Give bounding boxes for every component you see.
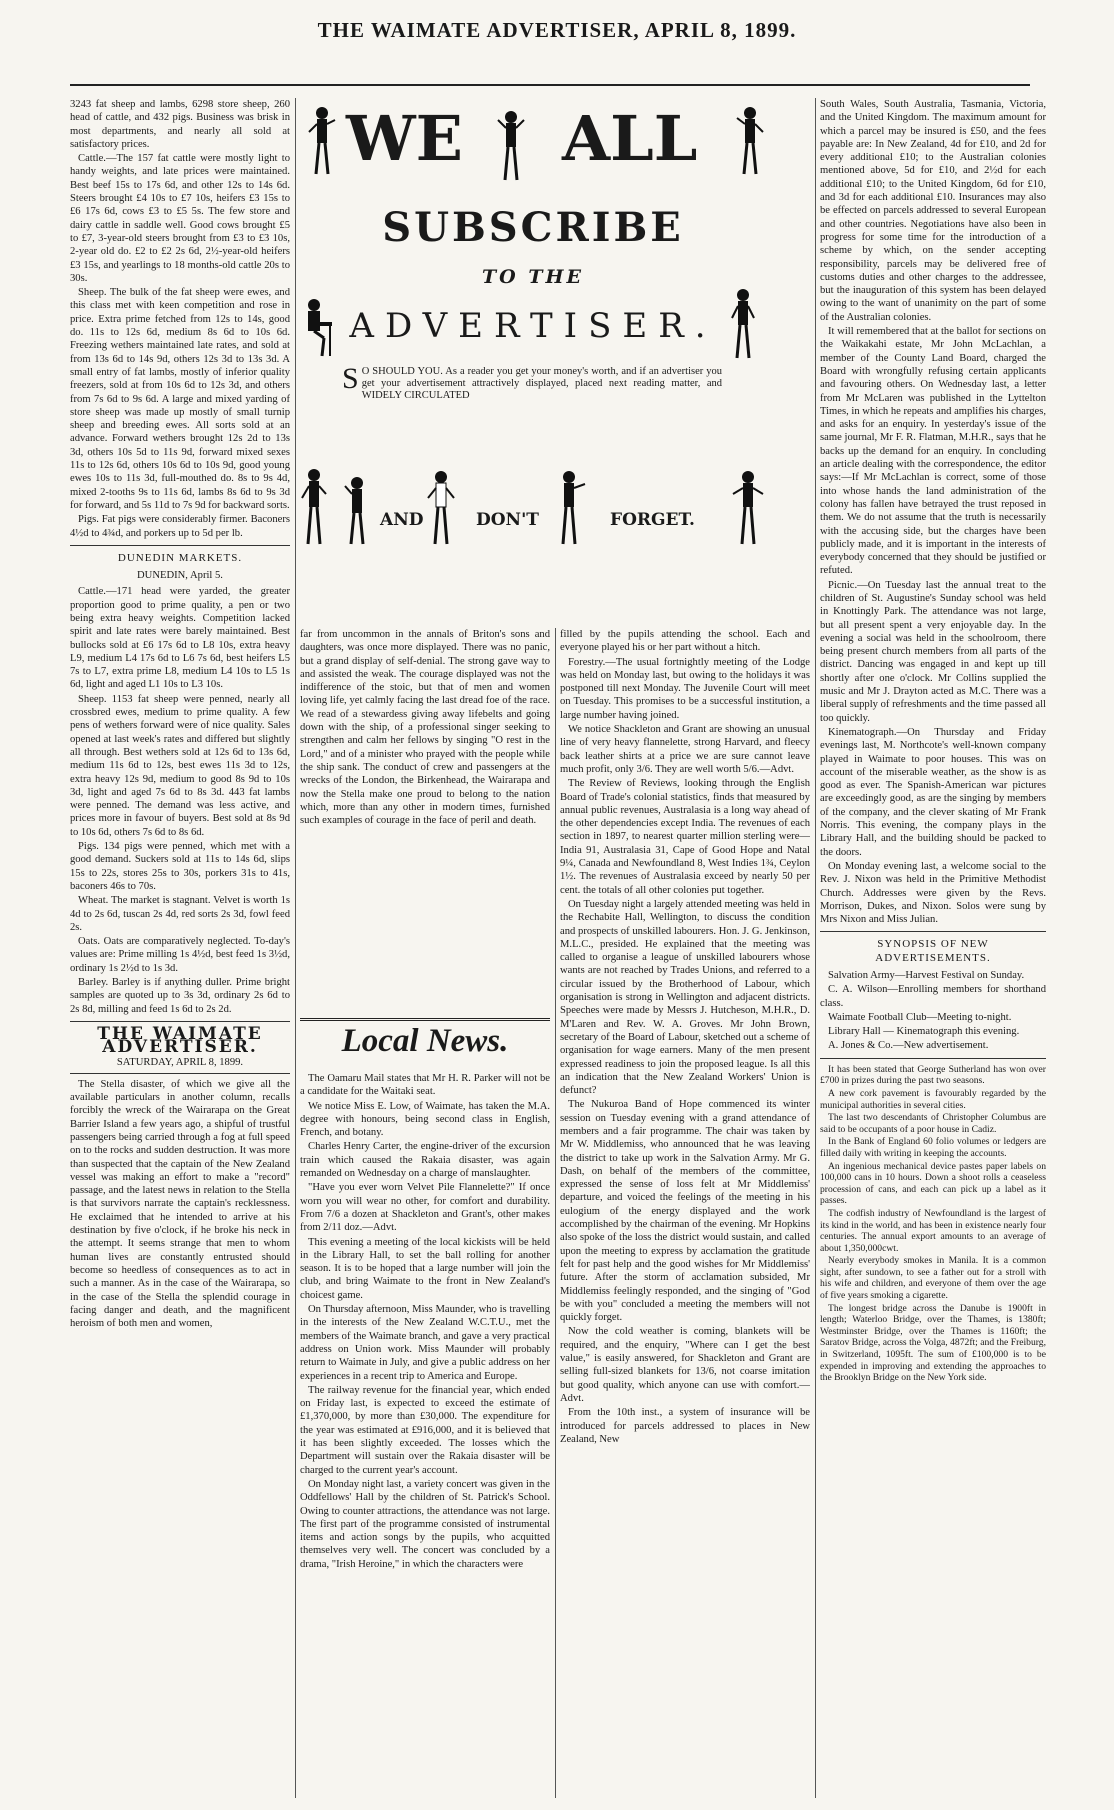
- drop-cap: S: [342, 362, 359, 395]
- paragraph: far from uncommon in the annals of Briton's sons and daughters, was once more displayed. There was no panic, but a grand display of self-denial. The strong gave way to and assisted the weak. The courage displayed was not the indifference of the stoic, but that of men and women loving life, yet calmly facing the last dread foe of the race. We read of a stewardess giving away lifebelts and going down with the ship, of a professional singer seeking to strengthen and calm her fellows by singing "O rest in the Lord," and of a minister who prayed with the people while the ship sank. The conduct of crew and passengers at the wrecks of the London, the Birkenhead, the Wairarapa and now the Stella make one proud to belong to the nation which, more than any other in modern times, furnished such examples of courage in the face of peril and death.: [300, 629, 550, 827]
- news-item: On Monday evening last, a welcome social to the Rev. J. Nixon was held in the Primitive Methodist Church. Addresses were given by the Revs. Morrison, Dukes, and Nixon. Solos were sung by Mrs Nixon and Miss Julian.: [820, 860, 1046, 926]
- news-item: The Review of Reviews, looking through the English Board of Trade's colonial statistics, finds that measured by annual public revenues, Australasia is a long way ahead of the other dependencies except India. The revenues of each section in 1897, to nearest quarter million sterling were—India 91, Australasia 31, Cape of Good Hope and Natal 9¼, Canada and Newfoundland 8, West Indies 1¾, Ceylon 1½. The revenues of Australasia exceed by nearly 50 per cent. the totals of all other colonies put together.: [560, 778, 810, 896]
- dancer-figure-icon: [300, 468, 328, 546]
- ad-body: O SHOULD YOU. As a reader you get your money's worth, and if an advertiser you get your advertisement attractively displayed, placed next reading matter, and WIDELY CIRCULATED: [361, 366, 722, 401]
- dancer-figure-icon: [732, 470, 764, 546]
- news-item: On Tuesday night a largely attended meeting was held in the Rechabite Hall, Wellington, to discuss the condition and prospects of unskilled labourers. Hon. J. G. Jenkinson, M.L.C., presided. He explained that the meeting was called to organise a league of unskilled labourers whose wants are not reached by Trades Unions, and referred to a circular issued by the Brotherhood of Labour, which organisation is strong in Wellington and adjacent districts. Speeches were made by Messrs J. Hutcheson, M.H.R., D. M'Laren and Rev. W. A. Groves. Mr John Brown, secretary of the Board of Labour, sketched out a scheme of organisation for wage earners. Many of the men present expressed readiness to join the proposed league. Is all this an indication that the New Zealand Workers' Union is defunct?: [560, 898, 810, 1097]
- misc-item: The longest bridge across the Danube is 1900ft in length; Waterloo Bridge, over the Thames, is 1380ft; Westminster Bridge, over the Thames is 1160ft; the Saratov Bridge, across the Volga, 4872ft; and the Freiburg, in Switzerland, 1095ft. The sum of £100,000 is to be expended in improving and extending the approaches to the Brooklyn Bridge on the New York side.: [820, 1302, 1046, 1384]
- misc-item: In the Bank of England 60 folio volumes or ledgers are filled daily with writing in keeping the accounts.: [820, 1136, 1046, 1159]
- column-rule: [555, 628, 556, 1798]
- local-news-heading: Local News.: [300, 1018, 550, 1073]
- news-item: Charles Henry Carter, the engine-driver of the excursion train which caused the Rakaia disaster, was again remanded on Wednesday on a charge of manslaughter.: [300, 1141, 550, 1180]
- section-heading: SYNOPSIS OF NEW ADVERTISEMENTS.: [875, 938, 991, 964]
- column-2-news: [300, 1072, 550, 1798]
- ad-word-subscribe: SUBSCRIBE: [382, 204, 684, 251]
- dancer-figure-icon: [728, 288, 758, 360]
- column-1: [70, 98, 290, 1798]
- ad-word-we: WE: [346, 102, 463, 175]
- column-3: [560, 628, 810, 1798]
- news-item: filled by the pupils attending the school. Each and everyone played his or her part without a hitch.: [560, 629, 810, 654]
- column-rule: [295, 98, 296, 1798]
- news-item: It will remembered that at the ballot for sections on the Waikakahi estate, Mr John McLachlan, a member of the County Land Board, charged the Board with wrongfully refusing certain applicants and favouring others. On Wednesday last, a letter from Mr McLaren was published in the Lyttelton Times, in which he repeats and amplifies his charges, and asks for an enquiry. In yesterday's issue of the same journal, Mr F. R. Flatman, M.H.R., says that he backs up the demand for an enquiry. In concluding an article dealing with the correspondence, the editor says:—If Mr McLachlan is correct, some of those into whose hands the land administration of the colony has fallen have betrayed the trust reposed in them. We do not assume that the truth is necessarily with the accusing side, but the charges have been publicly made, and it is important in the interests of everybody concerned that they should be justified or refuted.: [820, 326, 1046, 577]
- divider: [820, 1058, 1046, 1059]
- seated-figure-icon: [300, 298, 336, 358]
- news-item: Kinematograph.—On Thursday and Friday evenings last, M. Northcote's well-known company played in Waimate to poor houses. This was on account of the miserable weather, as the show is as good as ever. The Spanish-American war pictures are exceedingly good, as are the singing by members of the company, and the clever skating of Mr Frank Norris. This evening, the company plays in the Library Hall, and the building should be packed to the doors.: [820, 726, 1046, 858]
- synopsis-item: Waimate Football Club—Meeting to-night.: [828, 1011, 1012, 1023]
- news-item: We notice Miss E. Low, of Waimate, has taken the M.A. degree with honours, being second class in English, French, and botany.: [300, 1100, 550, 1139]
- misc-item: The last two descendants of Christopher Columbus are said to be occupants of a poor house in Cadiz.: [820, 1112, 1046, 1135]
- news-item: From the 10th inst., a system of insurance will be introduced for parcels addressed to places in New Zealand, New: [560, 1407, 810, 1445]
- synopsis-item: A. Jones & Co.—New advertisement.: [828, 1040, 989, 1052]
- synopsis-item: C. A. Wilson—Enrolling members for shorthand class.: [820, 984, 1046, 1009]
- column-4: [820, 98, 1046, 1798]
- ad-word-to-the: TO THE: [482, 266, 584, 288]
- news-item: Now the cold weather is coming, blankets will be required, and the enquiry, "Where can I get the best value," is easily answered, for Shackleton and Grant are selling full-sized blankets for 13/6, not coarse imitation but good quality, which anyone can use with comfort.—Advt.: [560, 1326, 810, 1404]
- paragraph: Cattle.—171 head were yarded, the greater proportion good to prime quality, a pen or two being extra heavy weights. Competition lacked spirit and late rates were barely maintained. Best bullocks sold at £6 17s 6d to L8 10s, extra heavy L9, medium L4 17s 6d to L6 7s 6d, best heifers L5 7s to L7, extra prime L8, medium L4 10s to L5 1s 6d, light and aged L1 10s to L3 10s.: [70, 586, 290, 691]
- ad-word-advertiser: ADVERTISER.: [349, 306, 717, 346]
- ad-word-and: AND: [380, 510, 424, 530]
- divider: [820, 931, 1046, 932]
- masthead-title: THE WAIMATE ADVERTISER, APRIL 8, 1899.: [317, 18, 797, 42]
- column-rule: [815, 98, 816, 1798]
- misc-item: A new cork pavement is favourably regarded by the municipal authorities in several cities.: [820, 1087, 1046, 1111]
- paragraph: Cattle.—The 157 fat cattle were mostly light to handy weights, and late prices were maintained. Best beef 15s to 17s 6d, and other 12s to 14s 6d. Steers brought £4 10s to £7 10s, heifers £3 15s to £6 17s 6d, cows £3 to £5 5s. The few store and dairy cattle in saddle well. Good cows brought £5 to £7, 3-year-old steers brought from £3 to £3 10s, 2-year old do. £2 to £2 2s 6d, 2½-year-old heifers £3 15s, and yearlings to 18 months-old cattle 20s to 30s.: [70, 153, 290, 284]
- paragraph: Oats. Oats are comparatively neglected. To-day's values are: Prime milling 1s 4½d, best feed 1s 3½d, ordinary 1s 2½d to 1s 3d.: [70, 936, 290, 974]
- misc-item: An ingenious mechanical device pastes paper labels on 100,000 cans in 10 hours. Down a shoot rolls a ceaseless procession of cans, and each can pick up a label as it passes.: [820, 1160, 1046, 1207]
- paragraph: Sheep. The bulk of the fat sheep were ewes, and this class met with keen competition and rose in price. Extra prime fetched from 12s to 14s, good do. 11s to 12s 6d, medium 8s 6d to 10s 6d. Freezing wethers maintained late rates, and sold at from 13s 6d to 14s 9d, others 12s 3d to 13s 3d. A small entry of fat lambs, mostly of inferior quality freezers, sold at from 10s 6d to 12s 3d, and others from 7s 6d to 9s 6d. A large and mixed yarding of store sheep was made up mostly of small turnip sheep and breeding ewes. All sorts sold at an advance. Forward wethers brought 12s 2d to 13s 3d, others 10s 5d to 11s 9d, forward mixed sexes 11s to 12s 6d, others 10s 6d to 10s 9d, good young ewes 10s to 11s 3d, full-mouthed do. 8s to 9s 4d, mixed 2-tooths 9s to 11s 6d, lambs 8s 6d to 9s 3d for forward, and 5s 11d to 7s 9d for backward sorts.: [70, 287, 290, 511]
- subscribe-advertisement: [300, 98, 766, 618]
- paragraph: Sheep. 1153 fat sheep were penned, nearly all crossbred ewes, medium to prime quality. A few pens of wethers forward were of nice quality. Sales opened at last week's rates and differed but slightly all through. Best wethers sold at 12s 6d to 13s 6d, medium 11s 6d to 12s, best ewes 11s 3d to 12s, extra heavy 12s 9d, medium to good 8s 9d to 10s 3d, light and aged 7s 6d to 8s 3d. 443 fat lambs were penned. The demand was less active, and prices more in favour of buyers. Best sold at 8s 9d to 10s 6d, others 7s 6d to 8s 6d.: [70, 693, 290, 838]
- news-item: The railway revenue for the financial year, which ended on Friday last, is expected to exceed the estimate of £1,370,000, by more than £30,000. The expenditure for the year was estimated at £916,000, and it is believed that it has been slightly exceeded. The losses which the Department will sustain over the Rakaia disaster will be charged to the current year's account.: [300, 1384, 550, 1476]
- paragraph: Pigs. Fat pigs were considerably firmer. Baconers 4½d to 4¾d, and porkers up to 5d per lb.: [70, 514, 290, 539]
- misc-item: The codfish industry of Newfoundland is the largest of its kind in the world, and has been in existence nearly four centuries. The annual export amounts to an average of about 1,350,000cwt.: [820, 1207, 1046, 1254]
- news-item: Forestry.—The usual fortnightly meeting of the Lodge was held on Monday last, but owing to the holidays it was postponed till next Monday. The Juvenile Court will meet on Tuesday. This promises to be a successful institution, a large number having joined.: [560, 656, 810, 721]
- misc-item: It has been stated that George Sutherland has won over £700 in prizes during the past two seasons.: [820, 1063, 1046, 1087]
- dateline: DUNEDIN, April 5.: [137, 570, 223, 582]
- dancer-figure-icon: [552, 470, 586, 546]
- divider: [70, 1021, 290, 1022]
- misc-item: Nearly everybody smokes in Manila. It is a common sight, after sundown, to see a father out for a stroll with his wife and children, and everyone of them over the age of five years smoking a cigarette.: [820, 1255, 1046, 1302]
- dancer-figure-icon: [308, 106, 336, 176]
- dancer-figure-icon: [496, 110, 526, 182]
- synopsis-item: Library Hall — Kinematograph this evening.: [828, 1026, 1020, 1038]
- paragraph: 3243 fat sheep and lambs, 6298 store sheep, 260 head of cattle, and 432 pigs. Business was brisk in most departments, and nearly all sold at satisfactory prices.: [70, 99, 290, 150]
- dancer-figure-icon: [736, 106, 764, 176]
- news-item: This evening a meeting of the local kickists will be held in the Library Hall, to set the ball rolling for another season. It is to be hoped that a large number will join the club, and bring Waimate to the front in New Zealand's choicest game.: [300, 1236, 550, 1301]
- news-item: Picnic.—On Tuesday last the annual treat to the children of St. Augustine's Sunday school was held in Knottingly Park. The attendance was not large, but all present spent a very enjoyable day. In the evening a social was held in the schoolroom, there being present church members from all parts of the district. Dancing was engaged in and kept up till shortly after one o'clock. Mr Collins supplied the music and Mr J. Drayton acted as M.C. There was a liberal supply of refreshments and the time passed all too quickly.: [820, 579, 1046, 724]
- dancer-figure-icon: [344, 476, 370, 546]
- ad-word-forget: FORGET.: [610, 510, 695, 530]
- ad-body-text: [342, 362, 722, 402]
- paragraph: Pigs. 134 pigs were penned, which met with a good demand. Suckers sold at 11s to 14s 6d, slips 15s to 22s, stores 25s to 30s, porkers 31s to 41s, baconers 46s to 70s.: [70, 841, 290, 892]
- news-item: On Thursday afternoon, Miss Maunder, who is travelling in the interests of the New Zealand W.C.T.U., met the members of the Waimate branch, and gave a very practical address on Union work. Miss Maunder will probably return to Waimate in July, and give a public address on her experiences in a recent trip to America and Europe.: [300, 1304, 550, 1382]
- miscellany: [820, 1064, 1046, 1384]
- ad-word-all: ALL: [562, 102, 698, 175]
- paragraph: The Stella disaster, of which we give all the available particulars in another column, recalls forcibly the wreck of the Wairarapa on the Great Barrier Island a few years ago, a shipful of trustful passengers being carried through a fog at full speed on to the rocks and sudden destruction. It was more than suspected that the captain of the New Zealand vessel was making an effort to make a "record" passage, and the latest news in relation to the Stella is that survivors narrate the captain's recklessness. He exclaimed that he intended to arrive at his destination by five o'clock, if he broke his neck in the attempt. It seems strange that men to whom human lives are constantly entrusted should become so heedless of consequences as to act in such a manner. As in the case of the Wairarapa, so in the case of the Stella the splendid courage in facing danger and death, and the magnificent heroism of both men and women,: [70, 1078, 290, 1330]
- section-heading: DUNEDIN MARKETS.: [117, 551, 243, 564]
- news-item: The Oamaru Mail states that Mr H. R. Parker will not be a candidate for the Waitaki seat.: [300, 1073, 550, 1098]
- divider: [70, 545, 290, 546]
- column-2: [300, 628, 550, 1018]
- issue-date: SATURDAY, APRIL 8, 1899.: [70, 1056, 290, 1073]
- ad-word-dont: DON'T: [476, 510, 539, 530]
- news-item: The Nukuroa Band of Hope commenced its winter session on Tuesday evening with a grand attendance of members and a fair programme. The chair was taken by Mr W. Middlemiss, who announced that he was leaving the district to take up work in the Salvation Army. Mr G. Dash, on behalf of the members of the committee, expressed the sense of loss felt at Mr Middlemiss' departure, and voiced the feelings of the meeting in his eulogium of the energy displayed and the work accomplished by the chairman of the evening. Mr Hopkins also spoke of the loss the district would sustain, and called upon the meeting to express by acclamation the gratitude felt for past help and the good wishes for Mr Middlemiss' future. After the storm of acclamation subsided, Mr Middlemiss feelingly responded, and the singing of "God be with you" concluded a meeting the members will not quickly forget.: [560, 1099, 810, 1324]
- dancer-figure-icon: [426, 470, 456, 546]
- nameplate: THE WAIMATE ADVERTISER.: [97, 1023, 263, 1058]
- news-item: South Wales, South Australia, Tasmania, Victoria, and the United Kingdom. The maximum amount for which a parcel may be insured is £50, and the fees payable are: In New Zealand, 4d for £10, and 2d for every additional £10; to the Australian colonies mentioned above, 5d for £10, and 2½d for each additional £10; to the United Kingdom, 6d for £10, and 3d for each additional £10. Insurances may also be effected on parcels addressed to several European and other countries. Negotiations have also been in progress for some time for the introduction of a scheme by which, on the sender accepting responsibility, parcels may be delivered free of customs duties and other charges to the addressee, but the inauguration of this system has been delayed owing to the want of unanimity on the part of some of the Australian colonies.: [820, 99, 1046, 323]
- paragraph: Wheat. The market is stagnant. Velvet is worth 1s 4d to 2s 6d, tuscan 2s 4d, red sorts 2s 3d, fowl feed 2s.: [70, 895, 290, 933]
- synopsis-item: Salvation Army—Harvest Festival on Sunday.: [828, 970, 1025, 981]
- masthead-rule: [70, 84, 1030, 86]
- news-item: On Monday night last, a variety concert was given in the Oddfellows' Hall by the children of St. Patrick's School. Owing to counter attractions, the attendance was not large. The first part of the programme consisted of instrumental items and action songs by the pupils, who acquitted themselves very well. The concert was concluded by a drama, "Irish Heroine," in which the characters were: [300, 1478, 550, 1570]
- paragraph: Barley. Barley is if anything duller. Prime bright samples are quoted up to 3s 3d, ordinary 2s 6d to 2s 8d, milling and feed 1s 6d to 2s 2d.: [70, 977, 290, 1015]
- news-item: We notice Shackleton and Grant are showing an unusual line of very heavy flannelette, strong Harvard, and fleecy back leather shirts at a price we are sure cannot leave much profit, only 3/6. They are well worth 5/6.—Advt.: [560, 724, 810, 775]
- news-item: "Have you ever worn Velvet Pile Flannelette?" If once worn you will wear no other, for comfort and durability. From 7/6 a dozen at Shackleton and Grant's, other makes from 2/11 doz.—Advt.: [300, 1182, 550, 1234]
